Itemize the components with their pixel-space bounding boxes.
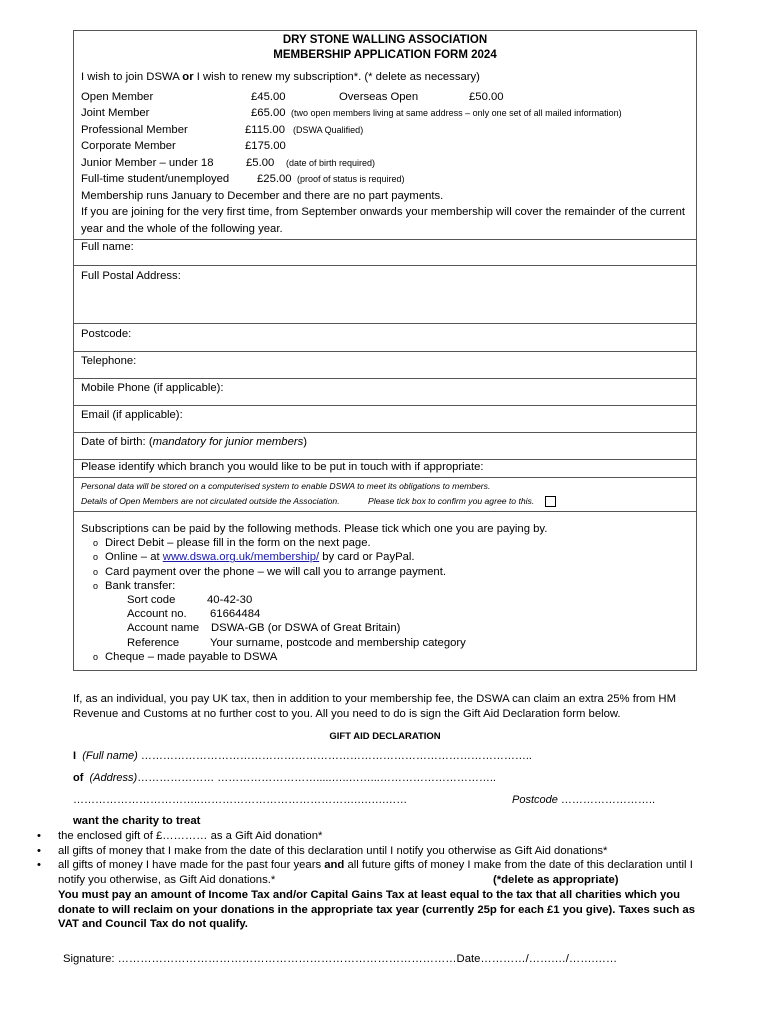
gift-aid-title: GIFT AID DECLARATION [329,731,441,742]
signature-line[interactable]: Signature: ………………………………………………………………………………Date…………/…….…/…….…… [63,953,618,965]
consent-checkbox[interactable] [545,496,556,507]
membership-intro [74,69,696,239]
gift-aid-postcode-line[interactable]: Postcode …………………….. [512,794,656,806]
rate-student: Full-time student/unemployed £25.00 (proof of status is required) [81,173,405,185]
payment-methods: Subscriptions can be paid by the following methods. Please tick which one you are paying by. o Direct Debit – please fill in the form on the next page. o Online – at www.dswa.org.uk/membership/ by card or PayPal. o Card payment over the phone – we will call you to arrange payment. o Bank transfer: Sort code 40-42-30 Account no. 61664484 Account name DSWA-GB (or DSWA of Great Britain) Reference Your surname, postcode and membership category o Cheque – made payable to DSWA [74,511,696,670]
telephone-field[interactable]: Telephone: [74,351,696,378]
association-name: DRY STONE WALLING ASSOCIATION [282,34,488,46]
rate-joint: Joint Member £65.00 (two open members living at same address – only one set of all mailed information) [81,107,622,119]
option-future-gifts[interactable]: • all gifts of money that I make from the date of this declaration until I notify you otherwise as Gift Aid donations* [37,844,717,859]
consent-line: Details of Open Members are not circulated outside the Association. Please tick box to confirm you agree to this. [81,495,689,511]
branch-field[interactable]: Please identify which branch you would like to be put in touch with if appropriate: [74,459,696,477]
membership-period-note: Membership runs January to December and there are no part payments. [81,189,444,202]
bank-details: Sort code 40-42-30 Account no. 61664484 Account name DSWA-GB (or DSWA of Great Britain) Reference Your surname, postcode and membership category [127,594,466,649]
date-of-birth-field[interactable]: Date of birth: (mandatory for junior members) [74,432,696,459]
privacy-notice: Personal data will be stored on a computerised system to enable DSWA to meet its obligations to members. Details of Open Members are not circulated outside the Association. Please tick box to confirm you agree to this. [74,477,696,511]
rate-open: Open Member £45.00 Overseas Open £50.00 [81,90,504,103]
rates-list [81,89,690,238]
postcode-field[interactable]: Postcode: [74,323,696,351]
option-card[interactable]: o Card payment over the phone – we will call you to arrange payment. [105,565,689,579]
full-name-field[interactable]: Full name: [74,239,696,265]
email-field[interactable]: Email (if applicable): [74,405,696,432]
form-title [74,31,696,63]
option-enclosed-gift[interactable]: • the enclosed gift of £………… as a Gift Aid donation* [37,829,717,844]
option-online[interactable]: o Online – at www.dswa.org.uk/membership/ by card or PayPal. [105,550,689,564]
form-name: MEMBERSHIP APPLICATION FORM 2024 [273,49,497,61]
option-cheque[interactable]: o Cheque – made payable to DSWA [105,650,689,664]
rate-junior: Junior Member – under 18 £5.00 (date of birth required) [81,156,376,169]
membership-link[interactable]: www.dswa.org.uk/membership/ [162,551,320,564]
gift-aid-name-line[interactable]: I (Full name) …………………………………………………………………………………………….. [73,750,532,762]
first-time-note: If you are joining for the very first time, from September onwards your membership will cover the remainder of the current year and the whole of the following year. [81,206,686,235]
mobile-phone-field[interactable]: Mobile Phone (if applicable): [74,378,696,405]
option-bank-transfer[interactable]: o Bank transfer: Sort code 40-42-30 Account no. 61664484 Account name DSWA-GB (or DSWA of Great Britain) Reference Your surname, postcode and membership category [105,579,689,650]
postal-address-field[interactable]: Full Postal Address: [74,265,696,323]
gift-aid-options [37,829,717,932]
tax-requirement-note: You must pay an amount of Income Tax and/or Capital Gains Tax at least equal to the tax that all charities which you donate to will reclaim on your donations in the appropriate tax year (currently 25p for each £1 you give). Taxes such as VAT and Council Tax do not qualify. [58,889,695,930]
payment-options-list [81,536,689,664]
option-direct-debit[interactable]: o Direct Debit – please fill in the form on the next page. [105,536,689,550]
rate-professional: Professional Member £115.00 (DSWA Qualified) [81,123,364,136]
rate-corporate: Corporate Member £175.00 [81,140,286,152]
want-charity-line: want the charity to treat [73,815,201,827]
membership-form [73,30,697,671]
option-past-and-future-gifts[interactable]: • all gifts of money I have made for the past four years and all future gifts of money I make from the date of this declaration until I notify you otherwise, as Gift Aid donations.* [37,858,717,887]
gift-aid-address-line[interactable]: of (Address)………………… ……………………….....…..……...………………………….. [73,772,496,784]
join-renew-line: I wish to join DSWA or I wish to renew my subscription*. (* delete as necessary) [81,71,480,83]
gift-aid-intro: If, as an individual, you pay UK tax, then in addition to your membership fee, the DSWA can claim an extra 25% from HM Revenue and Customs at no further cost to you. All you need to do is sign the Gift Aid Declaration form below. [73,693,676,720]
gift-aid-address-line-2[interactable]: ……………………………..…………………………………….….….…… [73,794,408,806]
delete-note: (*delete as appropriate) [493,874,619,886]
